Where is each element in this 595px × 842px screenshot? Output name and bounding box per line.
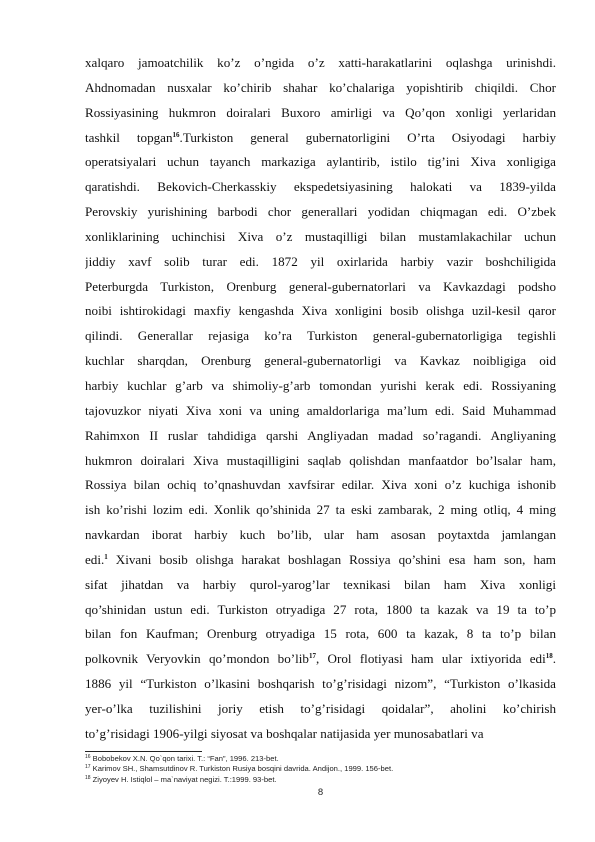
body-text-line	[85, 76, 556, 101]
text-run: Rossiya bilan ochiq to’qnashuvdan xavfsirar edilar. Xiva xoni o’z kuchiga ishonib	[85, 477, 556, 493]
body-text-line	[85, 399, 556, 424]
text-run: .Turkiston general gubernatorligini O’rta Osiyodagi harbiy	[179, 129, 556, 145]
text-run: tashkil topgan	[85, 129, 173, 145]
text-run: Xivani bosib olishga harakat boshlagan Rossiya qo’shini esa ham son, ham	[107, 551, 556, 567]
footnote-text: Karimov SH., Shamsutdinov R. Turkiston Rusiya bosqini davrida. Andijon., 1999. 156-bet.	[90, 764, 394, 774]
body-text-line	[85, 225, 556, 250]
text-run: tajovuzkor niyati Xiva xoni va uning amaldorlariga ma’lum edi. Said Muhammad	[85, 402, 556, 418]
text-run: harbiy kuchlar g’arb va shimoliy-g’arb tomondan yurishi kerak edi. Rossiyaning	[85, 377, 556, 393]
footnote-reference: 1	[104, 552, 108, 561]
footnote-reference: 16	[172, 130, 180, 139]
text-run: edi.	[85, 551, 105, 567]
text-run: Rahimxon II ruslar tahdidiga qarshi Angliyadan madad so’ragandi. Angliyaning	[85, 427, 556, 443]
body-text-line	[85, 324, 556, 349]
body-text-line	[85, 126, 556, 151]
text-run: xonliklarining uchinchisi Xiva o’z mustaqilligi bilan mustamlakachilar uchun	[85, 228, 556, 244]
body-text-line	[85, 647, 556, 672]
text-run: qilindi. Generallar rejasiga ko’ra Turkiston general-gubernatorligiga tegishli	[85, 328, 556, 344]
body-text-line	[85, 622, 556, 647]
body-text	[85, 51, 556, 747]
footnote-number: 16	[85, 753, 91, 760]
footnotes	[85, 754, 556, 786]
footnote-text: Bobobekov X.N. Qo`qon tarixi. T.: “Fan”, 1996. 213-bet.	[90, 753, 279, 763]
body-text-line	[85, 101, 556, 126]
footnote	[85, 775, 556, 786]
body-text-line	[85, 449, 556, 474]
text-run: yer-o’lka tuzilishini joriy etish to’g’risidagi qoidalar”, aholini ko’chirish	[85, 700, 556, 716]
body-text-line	[85, 299, 556, 324]
body-text-line	[85, 722, 556, 747]
text-run: to’g’risidagi 1906-yilgi siyosat va boshqalar natijasida yer munosabatlari va	[85, 725, 484, 741]
footnote-number: 18	[85, 774, 91, 781]
text-run: operatsiyalari uchun tayanch markaziga aylantirib, istilo tig’ini Xiva xonligiga	[85, 154, 556, 170]
text-run: bilan fon Kaufman; Orenburg otryadiga 15 rota, 600 ta kazak, 8 ta to’p bilan	[85, 626, 556, 642]
body-text-line	[85, 498, 556, 523]
body-text-line	[85, 349, 556, 374]
text-run: Perovskiy yurishining barbodi chor generallari yodidan chiqmagan edi. O’zbek	[85, 204, 556, 220]
footnote-text: Ziyoyev H. Istiqlol – ma`naviyat negizi. T.:1999. 93-bet.	[90, 774, 277, 784]
footnote-reference: 18	[545, 652, 553, 661]
text-run: , Orol flotiyasi ham ular ixtiyorida edi	[315, 651, 546, 667]
body-text-line	[85, 672, 556, 697]
text-run: Rossiyasining hukmron doiralari Buxoro amirligi va Qo’qon xonligi yerlaridan	[85, 104, 556, 120]
text-run: ish ko’rishi lozim edi. Xonlik qo’shinida 27 ta eski zambarak, 2 ming otliq, 4 ming	[85, 502, 556, 518]
text-run: qaratishdi. Bekovich-Cherkasskiy ekspedetsiyasining halokati va 1839-yilda	[85, 179, 556, 195]
footnote-reference: 17	[308, 652, 316, 661]
text-run: polkovnik Veryovkin qo’mondon bo’lib	[85, 651, 309, 667]
text-run: xalqaro jamoatchilik ko’z o’ngida o’z xatti-harakatlarini oqlashga urinishdi.	[85, 55, 556, 70]
text-run: noibi ishtirokidagi maxfiy kengashda Xiva xonligini bosib olishga uzil-kesil qaror	[85, 303, 556, 319]
body-text-line	[85, 598, 556, 623]
body-text-line	[85, 250, 556, 275]
body-text-line	[85, 523, 556, 548]
text-run: navkardan iborat harbiy kuch bo’lib, ular ham asosan poytaxtda jamlangan	[85, 527, 556, 543]
body-text-line	[85, 150, 556, 175]
text-run: Ahdnomadan nusxalar ko’chirib shahar ko’chalariga yopishtirib chiqildi. Chor	[85, 79, 556, 95]
body-text-line	[85, 697, 556, 722]
text-run: jiddiy xavf solib turar edi. 1872 yil oxirlarida harbiy vazir boshchiligida	[85, 253, 556, 269]
document-page	[85, 51, 556, 798]
text-run: 1886 yil “Turkiston o’lkasini boshqarish to’g’risidagi nizom”, “Turkiston o’lkasida	[85, 676, 556, 692]
text-run: Peterburgda Turkiston, Orenburg general-gubernatorlari va Kavkazdagi podsho	[85, 278, 556, 294]
page-number: 8	[317, 787, 324, 799]
body-text-line	[85, 51, 556, 76]
footnote-number: 17	[85, 764, 91, 771]
body-text-line	[85, 473, 556, 498]
body-text-line	[85, 573, 556, 598]
body-text-line	[85, 175, 556, 200]
text-run: .	[552, 651, 556, 667]
text-run: kuchlar sharqdan, Orenburg general-gubernatorligi va Kavkaz noibligiga oid	[85, 353, 556, 369]
text-run: qo’shinidan ustun edi. Turkiston otryadiga 27 rota, 1800 ta kazak va 19 ta to’p	[85, 601, 556, 617]
body-text-line	[85, 275, 556, 300]
text-run: sifat jihatdan va harbiy qurol-yarog’lar texnikasi bilan ham Xiva xonligi	[85, 576, 556, 592]
text-run: hukmron doiralari Xiva mustaqilligini saqlab qolishdan manfaatdor bo’lsalar ham,	[85, 452, 556, 468]
body-text-line	[85, 374, 556, 399]
body-text-line	[85, 200, 556, 225]
footnote	[85, 764, 556, 775]
footnote-separator	[85, 751, 202, 752]
body-text-line	[85, 424, 556, 449]
footnote	[85, 754, 556, 765]
body-text-line	[85, 548, 556, 573]
